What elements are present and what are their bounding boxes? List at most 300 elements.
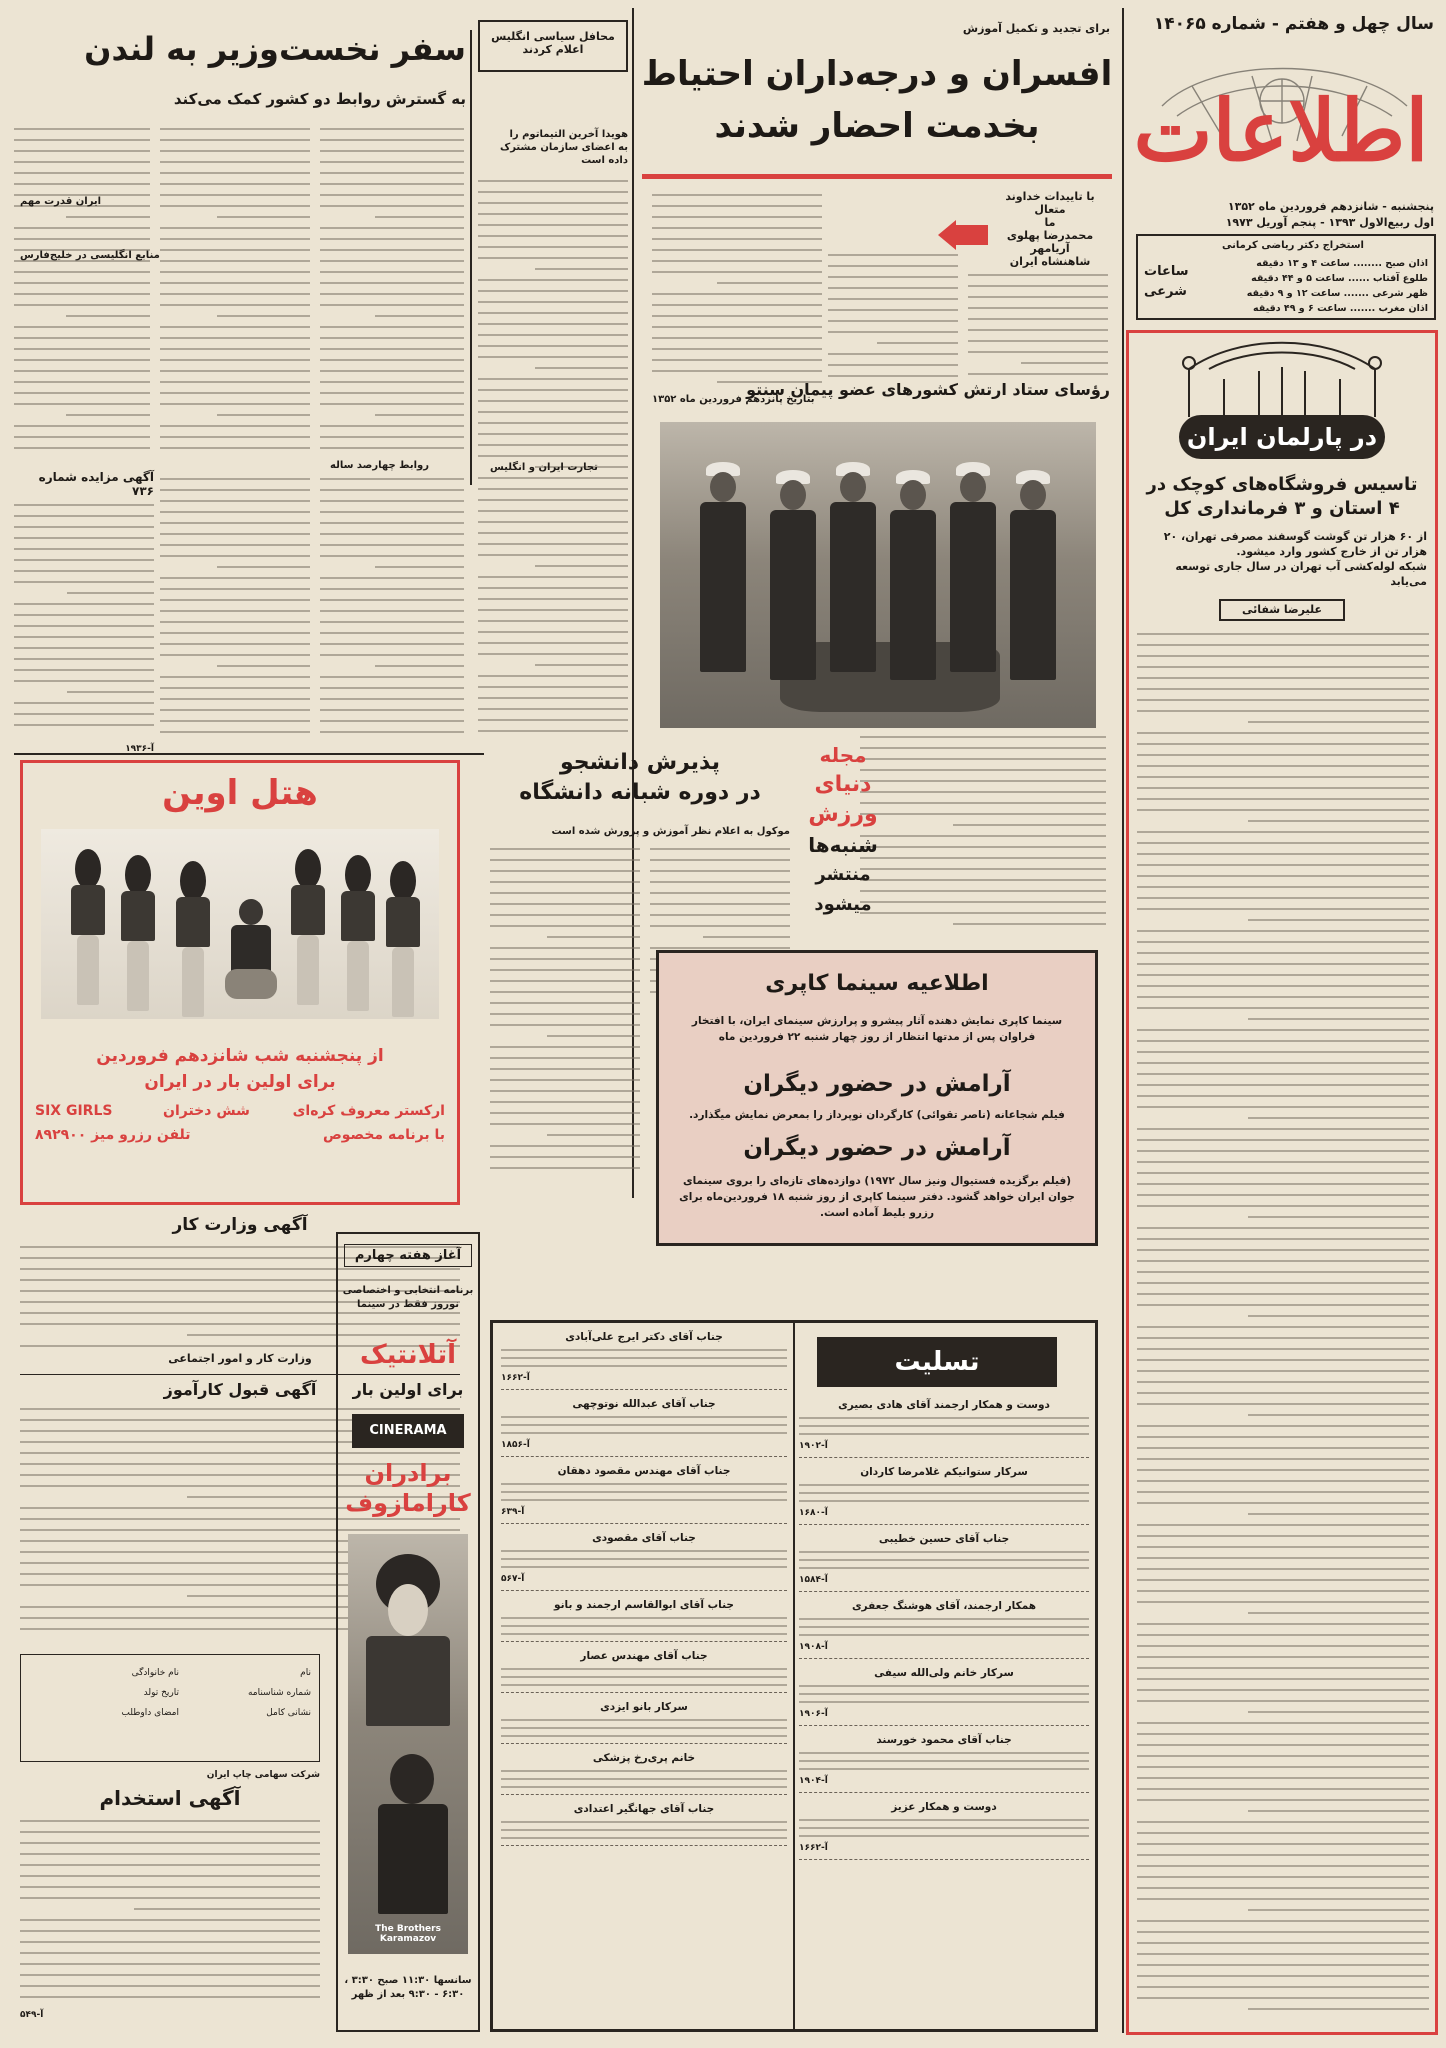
text-line (1137, 787, 1429, 789)
text-line (860, 901, 1106, 903)
text-line (1137, 1491, 1429, 1493)
text-line (320, 447, 464, 449)
text-line (490, 947, 640, 949)
separator (799, 1725, 1089, 1726)
text-line (1137, 1799, 1429, 1801)
separator (501, 1590, 787, 1591)
text-line (478, 180, 628, 182)
text-line (968, 340, 1108, 342)
text-line (478, 488, 628, 490)
text-line (14, 636, 154, 638)
prayer-row: ظهر شرعی ....... ساعت ۱۲ و ۹ دقیقه (1246, 288, 1428, 299)
text-line (860, 912, 1106, 914)
weds-title: آغاز هفته چهارم (344, 1244, 472, 1267)
text-line (799, 1760, 1089, 1762)
mini-box-line: اعلام کردند (522, 43, 584, 56)
parliament-column (1126, 330, 1438, 2035)
text-line (320, 282, 464, 284)
text-line (1137, 853, 1429, 855)
text-line (547, 1035, 640, 1037)
text-line (14, 293, 150, 295)
text-line (799, 1425, 1089, 1427)
text-line (1137, 1436, 1429, 1438)
red-rule (642, 174, 1112, 179)
text-line (478, 301, 628, 303)
notice-code: آ-۱۸۵۶ (501, 1440, 530, 1450)
text-line (1137, 1623, 1429, 1625)
headline-line: بخدمت احضار شدند (714, 106, 1040, 146)
text-line (478, 224, 628, 226)
lead-body-right (968, 274, 1108, 394)
text-line (1137, 1755, 1429, 1757)
headline-line: در دوره شبانه دانشگاه (519, 780, 761, 805)
text-line (20, 1853, 320, 1855)
text-line (160, 577, 310, 579)
text-line (478, 246, 628, 248)
form-labels-right (248, 1663, 311, 1723)
text-line (375, 566, 464, 568)
text-line (160, 139, 310, 141)
text-line (478, 444, 628, 446)
text-line (320, 676, 464, 678)
text-line (828, 298, 958, 300)
text-line (160, 544, 310, 546)
text-line (478, 510, 628, 512)
text-line (1137, 1678, 1429, 1680)
lead-story (638, 14, 1116, 422)
text-line (1137, 1898, 1429, 1900)
condolence-notice (501, 1803, 787, 1846)
text-line (490, 1123, 640, 1125)
text-line (66, 216, 150, 218)
text-line (160, 511, 310, 513)
col-head: تجارت ایران و انگلیس (490, 462, 598, 473)
text-line (160, 293, 310, 295)
cento-photo (660, 422, 1096, 728)
prayer-label: شرعی (1144, 284, 1187, 299)
notice-title: سرکار بانو ایزدی (600, 1701, 688, 1713)
text-line (1137, 688, 1429, 690)
hotel-evin-ad (20, 760, 460, 1205)
text-line (320, 392, 464, 394)
text-line (501, 1684, 787, 1686)
text-line (14, 238, 150, 240)
text-line (14, 515, 154, 517)
decree-kicker: با تاییدات خداوند متعال (1005, 190, 1095, 216)
text-line (652, 337, 822, 339)
text-line (1137, 1601, 1429, 1603)
bullet: هزار تن از خارج کشور وارد میشود. (1236, 545, 1427, 558)
text-line (160, 249, 310, 251)
text-line (860, 846, 1106, 848)
text-line (1137, 1029, 1429, 1031)
decree-header (990, 190, 1110, 268)
hotel-title: هتل اوین (162, 773, 318, 813)
text-line (1137, 1535, 1429, 1537)
text-line (1137, 1062, 1429, 1064)
ettelaat-logo-icon (1122, 46, 1440, 196)
text-line (652, 260, 822, 262)
text-line (953, 923, 1106, 925)
text-line (478, 554, 628, 556)
text-line (860, 736, 1106, 738)
text-line (160, 687, 310, 689)
text-line (860, 813, 1106, 815)
bullet: شبکه لوله‌کشی آب تهران در سال جاری توسعه (1175, 560, 1427, 573)
text-line (860, 879, 1106, 881)
weds-sub: برنامه انتخابی و اختصاصی نوروز فقط در سینما (342, 1285, 474, 1310)
notice-code: آ-۶۳۹ (501, 1507, 525, 1517)
text-line (478, 433, 628, 435)
text-line (501, 1778, 787, 1780)
text-line (160, 676, 310, 678)
notice-title: جناب آقای مقصودی (592, 1532, 696, 1544)
condolence-notice (501, 1701, 787, 1744)
separator (501, 1456, 787, 1457)
ministry-footer: وزارت کار و امور اجتماعی (168, 1352, 312, 1365)
text-line (652, 249, 822, 251)
text-line (160, 599, 310, 601)
text-line (799, 1567, 1089, 1569)
form-footer: شرکت سهامی چاپ ایران (206, 1770, 320, 1780)
text-line (968, 373, 1108, 375)
text-line (1137, 710, 1429, 712)
text-line (650, 859, 790, 861)
text-line (20, 1985, 320, 1987)
text-line (799, 1701, 1089, 1703)
condolence-notice (501, 1650, 787, 1693)
text-line (501, 1424, 787, 1426)
text-line (1137, 1337, 1429, 1339)
text-line (1248, 1315, 1429, 1317)
text-line (1248, 1909, 1429, 1911)
text-line (14, 581, 154, 583)
hotel-line: ارکستر معروف کره‌ای (292, 1103, 445, 1119)
text-line (160, 403, 310, 405)
text-line (1248, 1711, 1429, 1713)
text-line (1137, 1590, 1429, 1592)
text-line (1137, 1766, 1429, 1768)
text-line (1137, 864, 1429, 866)
text-line (1137, 1249, 1429, 1251)
notice-title: جناب آقای مهندس عصار (580, 1650, 708, 1662)
text-line (1137, 765, 1429, 767)
text-line (1137, 1271, 1429, 1273)
text-line (490, 1167, 640, 1169)
text-line (14, 559, 154, 561)
text-line (66, 414, 150, 416)
text-line (14, 713, 154, 715)
text-line (828, 287, 958, 289)
mini-box (478, 20, 628, 72)
notice-code: آ-۱۹۰۲ (799, 1441, 828, 1451)
notice-title: جناب آقای محمود خورسند (876, 1734, 1012, 1746)
ministry-title: آگهی وزارت کار (172, 1215, 308, 1235)
text-line (14, 172, 150, 174)
text-line (490, 870, 640, 872)
text-line (501, 1432, 787, 1434)
text-line (501, 1727, 787, 1729)
text-line (799, 1559, 1089, 1561)
text-line (160, 392, 310, 394)
parliament-bullets (1135, 529, 1427, 589)
text-line (860, 791, 1106, 793)
text-line (320, 621, 464, 623)
col-head: هویدا آخرین التیماتوم را (509, 129, 628, 140)
separator (501, 1641, 787, 1642)
condolence-notice (501, 1331, 787, 1390)
text-line (535, 268, 628, 270)
text-line (968, 274, 1108, 276)
text-line (1137, 1425, 1429, 1427)
text-line (652, 315, 822, 317)
text-line (1137, 655, 1429, 657)
text-line (14, 370, 150, 372)
text-line (490, 1002, 640, 1004)
text-line (650, 848, 790, 850)
separator (799, 1658, 1089, 1659)
text-line (320, 544, 464, 546)
text-line (1137, 1469, 1429, 1471)
text-line (717, 282, 822, 284)
notice-title: جناب آقای ابوالقاسم ارجمند و بانو (554, 1599, 734, 1611)
text-line (1137, 1293, 1429, 1295)
text-line (968, 296, 1108, 298)
text-line (1137, 1700, 1429, 1702)
text-line (501, 1625, 787, 1627)
text-line (20, 1886, 320, 1888)
weds-cinema: آتلانتیک (359, 1340, 457, 1370)
text-line (14, 403, 150, 405)
hotel-line: شش دختران (163, 1103, 250, 1119)
text-line (320, 403, 464, 405)
text-line (1137, 1942, 1429, 1944)
text-line (1137, 644, 1429, 646)
text-line (652, 348, 822, 350)
text-line (828, 353, 958, 355)
hotel-line: با برنامه مخصوص (322, 1127, 445, 1143)
cinema-title: اطلاعیه سینما کاپری (765, 971, 989, 996)
text-line (1137, 1161, 1429, 1163)
text-line (652, 216, 822, 218)
text-line (1137, 1634, 1429, 1636)
text-line (20, 1842, 320, 1844)
text-line (14, 548, 154, 550)
weds-times: سانسها ۱۱:۳۰ صبح ۳:۳۰ ، ۶:۳۰ - ۹:۳۰ بعد از ظهر (344, 1975, 472, 2000)
prayer-rows (1247, 256, 1428, 316)
text-line (320, 304, 464, 306)
notice-code: آ-۵۶۷ (501, 1574, 525, 1584)
text-line (490, 969, 640, 971)
text-line (490, 914, 640, 916)
text-line (320, 588, 464, 590)
text-line (160, 632, 310, 634)
text-line (490, 1090, 640, 1092)
text-line (160, 621, 310, 623)
text-line (1137, 930, 1429, 932)
text-line (1248, 1414, 1429, 1416)
text-line (860, 802, 1106, 804)
text-line (1137, 776, 1429, 778)
byline: علیرضا شفائی (1219, 599, 1345, 621)
text-line (860, 758, 1106, 760)
notice-code: آ-۱۹۰۸ (799, 1642, 828, 1652)
text-line (160, 588, 310, 590)
text-line (1137, 875, 1429, 877)
text-line (799, 1835, 1089, 1837)
condolence-notice (501, 1752, 787, 1795)
cento-headline-wrap (638, 380, 1116, 400)
condolence-notice (799, 1801, 1089, 1860)
text-line (1137, 699, 1429, 701)
text-line (375, 315, 464, 317)
text-line (1137, 1854, 1429, 1856)
text-line (217, 216, 310, 218)
separator (501, 1523, 787, 1524)
text-line (501, 1821, 787, 1823)
text-line (160, 183, 310, 185)
text-line (320, 359, 464, 361)
text-line (1137, 1326, 1429, 1328)
london-col (320, 478, 464, 748)
text-line (478, 378, 628, 380)
text-line (1137, 1348, 1429, 1350)
text-line (1137, 743, 1429, 745)
text-line (1137, 1194, 1429, 1196)
separator (501, 1692, 787, 1693)
text-line (652, 304, 822, 306)
text-line (1137, 1986, 1429, 1988)
auction-code: آ-۱۹۳۶ (125, 744, 154, 754)
headline-line: پذیرش دانشجو (559, 750, 721, 775)
text-line (547, 936, 640, 938)
text-line (320, 238, 464, 240)
text-line (478, 620, 628, 622)
text-line (490, 892, 640, 894)
text-line (1137, 732, 1429, 734)
text-line (14, 304, 150, 306)
text-line (1137, 1304, 1429, 1306)
text-line (1137, 1359, 1429, 1361)
text-line (1137, 1458, 1429, 1460)
text-line (799, 1492, 1089, 1494)
jobs-body (20, 1820, 320, 2008)
weds-first: برای اولین بار (352, 1380, 464, 1399)
text-line (1137, 1975, 1429, 1977)
cinerama-logo: CINERAMA (352, 1414, 464, 1448)
text-line (320, 326, 464, 328)
text-line (652, 194, 822, 196)
text-line (66, 315, 150, 317)
text-line (160, 731, 310, 733)
headline-line: ۴ استان و ۳ فرمانداری کل (1164, 498, 1400, 519)
london-subhead: به گسترش روابط دو کشور کمک می‌کند (173, 90, 466, 108)
form-label: امضای داوطلب (121, 1708, 179, 1718)
text-line (828, 320, 958, 322)
sports-line: مجله (819, 743, 867, 767)
headline-line: تاسیس فروشگاه‌های کوچک در (1146, 474, 1418, 495)
red-arrow-icon (938, 220, 988, 250)
text-line (650, 881, 790, 883)
condolence-left-col (501, 1331, 787, 1854)
text-line (160, 522, 310, 524)
text-line (650, 892, 790, 894)
text-line (1137, 1447, 1429, 1449)
text-line (860, 857, 1106, 859)
text-line (953, 824, 1106, 826)
text-line (320, 260, 464, 262)
bullet: از ۶۰ هزار تن گوشت گوسفند مصرفی تهران، ۲۰ (1163, 530, 1427, 543)
text-line (478, 213, 628, 215)
text-line (1137, 1260, 1429, 1262)
text-line (320, 599, 464, 601)
sports-mag (798, 740, 888, 920)
text-line (160, 654, 310, 656)
text-line (478, 191, 628, 193)
notice-title: جناب آقای عبدالله نوتوچهی (572, 1398, 716, 1410)
text-line (547, 1134, 640, 1136)
text-line (14, 381, 150, 383)
text-line (375, 216, 464, 218)
text-line (160, 436, 310, 438)
text-line (501, 1633, 787, 1635)
university-col (490, 848, 640, 1178)
text-line (67, 691, 154, 693)
text-line (1248, 919, 1429, 921)
text-line (320, 478, 464, 480)
text-line (490, 1112, 640, 1114)
text-line (490, 925, 640, 927)
text-line (160, 205, 310, 207)
text-line (799, 1827, 1089, 1829)
text-line (828, 309, 958, 311)
london-col (14, 128, 150, 458)
text-line (1137, 1524, 1429, 1526)
text-line (320, 249, 464, 251)
text-line (828, 254, 958, 256)
text-line (217, 566, 310, 568)
text-line (160, 478, 310, 480)
text-line (501, 1735, 787, 1737)
university-lede: موکول به اعلام نظر آموزش و پرورش شده است (551, 826, 790, 837)
text-line (320, 194, 464, 196)
prayer-label: ساعات (1144, 264, 1189, 279)
text-line (320, 205, 464, 207)
notice-title: دوست و همکار عزیز (891, 1801, 997, 1813)
text-line (1137, 1403, 1429, 1405)
text-line (799, 1819, 1089, 1821)
text-line (501, 1491, 787, 1493)
column-rule (470, 30, 472, 485)
text-line (160, 500, 310, 502)
text-line (490, 1057, 640, 1059)
text-line (160, 172, 310, 174)
text-line (490, 1101, 640, 1103)
separator (799, 1524, 1089, 1525)
text-line (501, 1676, 787, 1678)
text-line (478, 290, 628, 292)
text-line (1137, 1095, 1429, 1097)
text-line (320, 511, 464, 513)
parliament-gate-icon (1129, 339, 1435, 419)
prayer-times-box (1136, 234, 1436, 320)
text-line (320, 337, 464, 339)
notice-title: جناب آقای مهندس مقصود دهقان (557, 1465, 731, 1477)
text-line (14, 669, 154, 671)
text-line (14, 282, 150, 284)
condolence-notice (501, 1398, 787, 1457)
auction-title: آگهی مزایده شماره ۷۳۶ (38, 470, 154, 498)
